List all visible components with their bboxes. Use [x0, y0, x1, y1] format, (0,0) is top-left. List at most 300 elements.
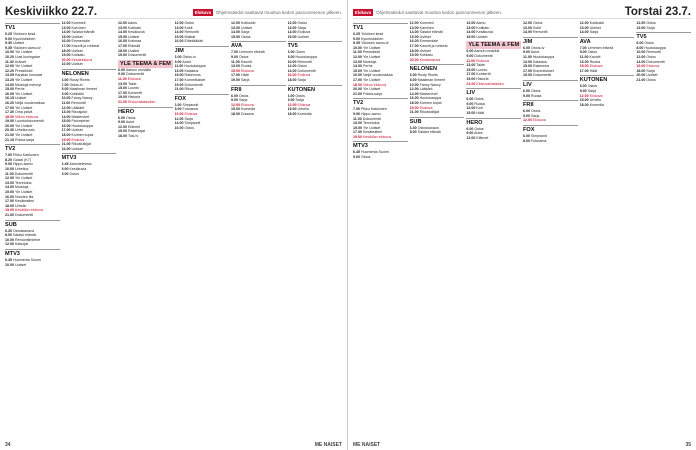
right-page [348, 0, 696, 450]
program-time: 18.00 [409, 48, 419, 53]
program-time: 6.00 [523, 45, 531, 50]
left-brand: ME NAISET [314, 442, 342, 448]
program-time: 12.00 [409, 87, 419, 92]
program-time: 13.00 [466, 25, 476, 30]
program-time: 12.00 [174, 21, 184, 25]
program-time: 6.00 [466, 97, 474, 102]
channel-heading: TV2 [353, 98, 408, 107]
channel-heading: TV2 [5, 144, 60, 153]
program-time: 6.00 [523, 133, 531, 138]
program-time: 15.00 [579, 98, 589, 103]
program-title: Kotimaa [128, 39, 142, 44]
channel-heading: YLE TEEMA & FEM [120, 60, 171, 67]
program-title: Yle Uutiset [14, 77, 33, 82]
program-listing [353, 155, 408, 160]
program-title: Konsertti [128, 90, 143, 95]
left-header [5, 3, 342, 19]
program-title: Aamu [127, 21, 138, 25]
schedule-column [580, 21, 635, 439]
program-title: Huutokauppa [532, 54, 555, 59]
program-title: Huutokauppa [184, 64, 206, 69]
channel-heading: JIM [175, 46, 230, 55]
program-time: 8.00 [523, 138, 531, 143]
program-listing [288, 112, 343, 117]
program-title: Lääkärit [419, 87, 433, 92]
program-time: 12.00 [287, 102, 297, 107]
program-time: 13.00 [287, 25, 297, 30]
program-time: 19.00 [409, 53, 419, 58]
program-time: 7.00 [579, 45, 587, 50]
program-title: Dokumentti [297, 68, 316, 73]
program-title: Elokuvaklassikko [128, 99, 156, 104]
program-title: Elokuva [241, 68, 254, 73]
program-time: 6.25 [5, 32, 12, 36]
program-listing [523, 30, 578, 35]
program-time: 17.00 [118, 43, 127, 48]
program-time: 21.00 [409, 110, 419, 115]
program-time: 12.00 [118, 21, 127, 25]
program-time: 6.00 [523, 109, 531, 114]
program-title: Sarja [295, 98, 304, 103]
schedule-column [288, 21, 343, 439]
program-time: 11.40 [5, 59, 14, 64]
program-time: 12.00 [174, 116, 184, 121]
program-title: Uutiset [419, 34, 431, 39]
program-time: 21.00 [5, 133, 14, 138]
program-time: 9.00 [174, 59, 182, 64]
program-time: 17.00 [61, 128, 71, 133]
program-title: Hippo-aamu [361, 111, 381, 116]
program-time: 18.00 [231, 111, 240, 116]
program-time: 17.00 [466, 72, 476, 77]
program-time: 15.00 [523, 64, 533, 69]
program-listing [231, 35, 286, 40]
program-time: 13.00 [61, 25, 71, 30]
program-title: Dokumentti [184, 82, 203, 87]
schedule-column [5, 21, 60, 439]
program-time: 9.00 [579, 50, 587, 55]
program-time: 6.00 [118, 115, 125, 120]
program-time: 12.00 [466, 106, 476, 111]
program-time: 13.00 [231, 64, 240, 69]
program-title: Komedia [241, 107, 256, 112]
program-title: Muistoja [363, 59, 377, 64]
program-time: 10.00 [409, 82, 419, 87]
program-time: 18.00 [636, 68, 646, 73]
program-time: 13.00 [523, 25, 533, 30]
channel-heading: SUB [410, 117, 465, 126]
program-title: Pressiklubi [362, 50, 381, 55]
program-time: 12.00 [5, 64, 14, 69]
program-title: Ostos [297, 64, 307, 69]
program-time: 9.00 [466, 53, 474, 58]
program-title: Ostos [646, 21, 656, 25]
program-time: 21.00 [118, 99, 127, 104]
program-title: Historia [476, 76, 489, 81]
program-title: Ostos-tv [182, 54, 196, 59]
program-time: 15.00 [118, 129, 127, 134]
program-title: Rusty Rivets [417, 73, 438, 78]
program-time: 20.00 [409, 57, 419, 62]
program-title: Konsertti [476, 72, 491, 77]
program-listing [353, 135, 408, 140]
program-time: 6.00 [636, 41, 644, 46]
program-title: Rakennus [533, 64, 550, 69]
program-title: Uutiset [646, 73, 658, 78]
program-time: 17.00 [231, 73, 240, 78]
program-time: 18.00 [287, 77, 297, 82]
program-title: Remontti [646, 50, 661, 55]
program-title: Ostos [295, 50, 305, 55]
program-title: Ostos [474, 97, 484, 102]
program-time: 12.00 [466, 21, 476, 25]
program-title: Eläimet [128, 124, 140, 129]
program-time: 10.00 [174, 111, 184, 116]
program-time: 15.00 [466, 110, 476, 115]
program-time: 8.00 [61, 167, 69, 172]
program-title: Draama [241, 111, 254, 116]
program-title: Uutiset [128, 34, 140, 39]
program-time: 12.00 [61, 21, 71, 25]
program-time: 9.00 [353, 155, 360, 160]
program-title: Remontti [71, 100, 86, 105]
program-title: Ostos [184, 21, 194, 25]
program-title: Uutiset [71, 146, 83, 151]
program-time: 21.00 [174, 87, 184, 92]
program-listing [175, 126, 230, 131]
program-time: 15.00 [174, 73, 184, 78]
program-time: 11.00 [118, 76, 127, 81]
program-time: 18.00 [579, 102, 589, 107]
program-time: 8.00 [409, 77, 417, 82]
program-title: Huutokauppa [295, 54, 317, 59]
program-time: 15.00 [466, 34, 476, 39]
program-time: 19.00 [61, 53, 71, 58]
program-title: Elokuva [297, 73, 311, 78]
program-time: 9.00 [466, 101, 474, 106]
program-title: Ostos [241, 34, 251, 39]
program-title: Dokumentti [646, 59, 665, 64]
program-listing [410, 130, 465, 135]
program-title: Komedia [589, 102, 604, 107]
program-time: 13.20 [5, 77, 14, 82]
program-title: Yle Uutiset [362, 87, 381, 92]
program-time: 10.20 [5, 54, 14, 59]
program-title: Kotikatu [419, 53, 433, 58]
program-time: 13.05 [5, 73, 14, 78]
program-title: Ostos [295, 93, 305, 98]
program-title: Futurama [182, 107, 198, 112]
program-time: 11.00 [174, 64, 184, 69]
program-time: 16.00 [287, 73, 297, 78]
program-time: 10.00 [5, 262, 14, 267]
program-title: Nuorten ilta [15, 194, 34, 199]
program-title: Tervetuloa [14, 180, 32, 185]
program-time: 9.00 [118, 120, 125, 125]
program-title: Simpsonit [184, 121, 201, 126]
program-time: 18.00 [118, 48, 127, 53]
program-time: 13.00 [5, 180, 14, 185]
left-header-tag: Elokuva [194, 10, 211, 15]
program-time: 16.15 [5, 96, 14, 101]
channel-heading: FRII [523, 100, 578, 109]
program-title: Elokuva [127, 76, 141, 81]
program-time: 17.30 [5, 110, 14, 115]
left-schedule-columns [5, 21, 342, 439]
program-time: 10.00 [5, 237, 14, 242]
program-time: 9.35 [5, 45, 12, 50]
program-time: 10.00 [636, 50, 646, 55]
program-time: 8.00 [287, 54, 295, 59]
program-time: 15.00 [579, 64, 589, 69]
channel-heading: MTV3 [5, 249, 60, 258]
program-title: Karjalan kunnaat [15, 73, 42, 78]
channel-heading: AVA [580, 37, 635, 46]
program-time: 15.00 [231, 34, 240, 39]
program-time: 17.00 [118, 90, 127, 95]
program-title: Kauniit ja rohkeat [419, 43, 448, 48]
program-time: 8.00 [61, 87, 69, 92]
program-title: Tosi-tv [127, 133, 139, 138]
program-time: 18.00 [5, 114, 14, 119]
program-title: Uutiset [71, 48, 83, 53]
program-title: Luonto [476, 67, 488, 72]
program-title: Sarja [531, 113, 540, 118]
program-time: 6.45 [61, 162, 69, 167]
program-title: Karvinen [419, 25, 434, 30]
program-title: Sarja [589, 30, 599, 35]
program-title: Remontti [184, 30, 199, 35]
left-day-title: Keskiviikko 22.7. [5, 6, 98, 18]
program-title: Kokit [533, 25, 542, 30]
channel-heading: TV1 [353, 23, 408, 32]
right-day-title: Torstai 23.7. [624, 6, 691, 18]
program-time: 9.00 [353, 111, 360, 116]
program-title: Uutiset [71, 62, 83, 67]
program-time: 16.00 [636, 64, 646, 69]
program-title: Huutokauppa [71, 123, 93, 128]
program-title: Autot [182, 59, 191, 64]
program-listing [5, 242, 60, 247]
program-time: 13.00 [174, 68, 184, 73]
program-time: 22.00 [61, 62, 71, 67]
channel-heading: YLE TEEMA & FEM [468, 42, 520, 49]
program-title: Uutiset [241, 25, 253, 30]
program-time: 12.00 [61, 105, 71, 110]
program-time: 9.00 [61, 171, 69, 176]
program-title: Kesäkuvia [128, 30, 145, 35]
program-title: Kalastus [184, 68, 199, 73]
program-title: Elämää [128, 43, 141, 48]
program-title: Ostos [587, 84, 598, 89]
program-title: Aamun musiikki [474, 49, 500, 54]
program-title: Sarja [646, 68, 655, 73]
program-time: 10.00 [353, 45, 362, 50]
program-time: 19.00 [118, 95, 127, 100]
program-time: 17.00 [5, 199, 14, 204]
schedule-column [62, 21, 117, 439]
program-title: Uutiset [71, 34, 83, 39]
program-title: Uutiset [13, 41, 25, 46]
program-time: 12.00 [118, 124, 127, 129]
program-time: 16.00 [409, 39, 419, 44]
program-time: 6.00 [466, 49, 474, 54]
program-listing [118, 53, 173, 58]
program-title: Ostos [297, 21, 307, 25]
program-listing [466, 111, 521, 116]
program-title: Perhe [363, 64, 373, 69]
program-time: 12.00 [5, 242, 14, 247]
program-title: Kotikokki [241, 21, 256, 25]
program-title: Urheilu [589, 98, 602, 103]
program-time: 14.00 [231, 30, 240, 35]
schedule-column [353, 21, 408, 439]
program-time: 18.00 [287, 111, 297, 116]
program-time: 12.00 [579, 21, 589, 25]
program-title: Kotikatu [128, 25, 141, 30]
program-time: 18.00 [353, 82, 362, 87]
program-time: 10.00 [5, 167, 14, 172]
program-title: Rakennus [184, 73, 201, 78]
program-time: 13.00 [636, 25, 646, 30]
program-listing [5, 138, 60, 143]
program-listing [580, 30, 635, 35]
program-title: Remontti [297, 59, 312, 64]
program-time: 9.00 [579, 88, 587, 93]
right-brand: ME NAISET [353, 442, 381, 448]
program-title: Yle Uutiset [362, 54, 381, 59]
channel-heading: NELONEN [410, 64, 465, 73]
program-time: 17.00 [61, 43, 71, 48]
program-time: 6.00 [287, 50, 295, 55]
program-time: 21.00 [353, 91, 362, 96]
program-time: 11.00 [231, 59, 240, 64]
program-time: 6.00 [523, 88, 531, 93]
program-title: Yle Uutiset [14, 91, 33, 96]
schedule-column [410, 21, 465, 439]
program-title: Ostos [69, 171, 79, 176]
program-time: 20.00 [5, 123, 14, 128]
program-time: 17.00 [353, 130, 362, 135]
program-time: 16.00 [5, 194, 14, 199]
program-title: Dokumentti [14, 171, 33, 176]
program-title: Sarja [239, 98, 248, 103]
program-time: 19.00 [5, 119, 14, 124]
program-time: 9.30 [5, 41, 12, 46]
channel-heading: KUTONEN [580, 75, 635, 84]
program-title: Ostos [184, 125, 194, 130]
program-title: Dokumentti [15, 212, 34, 217]
program-time: 13.00 [353, 59, 362, 64]
program-title: Sarja [297, 77, 306, 82]
program-title: Ostos [644, 41, 654, 46]
program-time: 11.00 [523, 54, 532, 59]
left-header-note: Ohjelmatiedot saattavat muuttua tiedon painoonmenon jälkeen. [215, 10, 342, 15]
program-time: 15.00 [287, 34, 297, 39]
program-time: 21.00 [61, 142, 71, 147]
program-title: Pokka-sarja [363, 91, 382, 96]
program-time: 6.00 [61, 77, 69, 82]
program-title: Sarja [241, 30, 250, 35]
channel-heading: KUTONEN [288, 85, 343, 94]
program-listing [5, 213, 60, 218]
program-title: Aamun musiikki [125, 67, 151, 72]
program-time: 9.00 [5, 162, 12, 167]
program-title: Neljä vuodenaikaa [363, 73, 393, 78]
program-title: Urheilu [297, 107, 309, 112]
program-title: Rakentajat [128, 129, 146, 134]
program-title: Uutiset [14, 59, 26, 64]
program-time: 10.00 [61, 96, 71, 101]
program-time: 22.00 [61, 146, 71, 151]
program-title: Dokumentti [128, 53, 147, 58]
program-time: 12.00 [287, 64, 297, 69]
program-title: Yle Uutiset [14, 190, 33, 194]
program-title: Autot [530, 50, 540, 55]
program-title: Sarja [184, 116, 193, 121]
program-title: Emmerdale [71, 39, 90, 44]
program-time: 11.00 [466, 58, 476, 63]
program-title: Elokuvaklassikko [476, 81, 504, 86]
program-time: 6.00 [287, 93, 295, 98]
program-title: Kyumiokkinen [361, 36, 384, 41]
program-listing [231, 112, 286, 117]
program-title: Kalastus [533, 59, 547, 64]
program-time: 12.00 [353, 54, 362, 59]
program-listing [523, 139, 578, 144]
right-header-note: Ohjelmatiedot saattavat muuttua tiedon painoonmenon jälkeen. [376, 10, 503, 15]
program-time: 14.00 [118, 30, 127, 35]
program-time: 17.00 [5, 105, 14, 110]
program-title: Elokuva [589, 64, 603, 69]
program-title: Sarja [241, 77, 250, 82]
program-title: Hippo-aamu [13, 162, 33, 167]
program-title: Kummitukset [533, 68, 554, 73]
program-title: Lemmen etsintä [587, 45, 614, 50]
program-title: Uusi kuningatar [15, 54, 40, 59]
channel-heading: HERO [466, 118, 521, 127]
program-time: 9.00 [287, 98, 295, 103]
program-time: 20.00 [61, 57, 71, 62]
right-page-number: 35 [685, 442, 691, 448]
program-title: Uutiset [297, 34, 309, 39]
program-title: Elokuva [297, 102, 311, 107]
program-title: Fancy Nancy [71, 96, 93, 101]
program-time: 17.00 [174, 77, 184, 82]
program-time: 7.00 [5, 153, 12, 158]
program-time: 15.00 [353, 68, 362, 73]
program-time: 9.00 [5, 36, 12, 41]
program-title: Elokuva [419, 105, 433, 110]
program-title: Eläimet [476, 135, 489, 140]
program-time: 21.00 [5, 212, 14, 217]
program-title: Karvinen [71, 25, 86, 30]
program-listing [466, 136, 521, 141]
program-title: Yle Uutiset [362, 77, 381, 82]
program-time: 13.00 [579, 59, 589, 64]
schedule-column [523, 21, 578, 439]
program-time: 7.00 [231, 50, 238, 55]
program-time: 13.00 [409, 25, 419, 30]
program-time: 11.00 [61, 100, 71, 105]
program-title: Yle Uutiset [14, 133, 33, 138]
program-time: 12.00 [409, 21, 419, 25]
program-title: Historia [128, 95, 141, 100]
program-listing [288, 35, 343, 40]
program-title: Ostos [239, 54, 249, 59]
program-time: 18.00 [5, 203, 14, 208]
program-time: 9.00 [231, 54, 238, 59]
